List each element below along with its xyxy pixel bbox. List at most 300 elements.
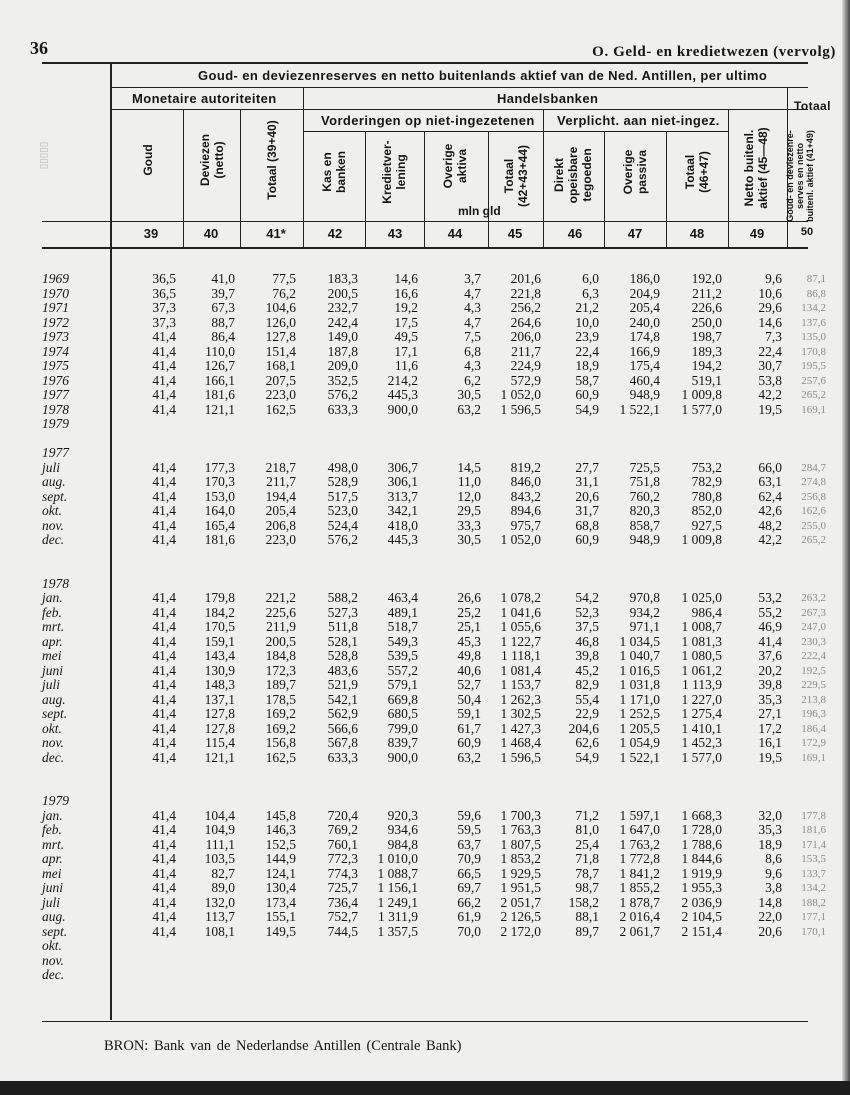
table-cell: 169,1 xyxy=(801,751,826,764)
table-cell: 104,4 xyxy=(204,807,235,823)
table-cell: 204,6 xyxy=(568,720,599,736)
table-cell: 819,2 xyxy=(510,459,541,475)
table-cell: 4,3 xyxy=(464,300,481,315)
col-number: 39 xyxy=(143,226,159,241)
table-cell: 518,7 xyxy=(387,619,418,634)
table-cell: 41,4 xyxy=(152,329,176,344)
table-cell: 181,6 xyxy=(204,532,235,547)
table-cell: 192,5 xyxy=(801,664,826,677)
table-cell: 4,3 xyxy=(464,358,481,373)
table-cell: 22,0 xyxy=(758,909,782,924)
table-cell: 16,1 xyxy=(758,735,782,750)
col-title-44: Overige aktiva xyxy=(441,143,469,189)
table-cell: 164,0 xyxy=(204,503,235,518)
table-cell: 143,4 xyxy=(204,648,235,663)
table-cell: 1 008,7 xyxy=(681,619,722,634)
table-cell: 162,5 xyxy=(265,401,296,417)
table-cell: 88,7 xyxy=(211,314,235,330)
table-cell: 155,1 xyxy=(265,909,296,924)
table-cell: 25,2 xyxy=(457,604,481,620)
table-cell: 41,4 xyxy=(152,517,176,533)
table-cell: 41,4 xyxy=(152,590,176,605)
col-number: 42 xyxy=(327,226,343,241)
table-cell: 11,6 xyxy=(394,358,418,373)
table-cell: 55,4 xyxy=(575,691,599,707)
row-label: 1976 xyxy=(42,372,69,388)
table-cell: 1 427,3 xyxy=(500,720,541,736)
table-cell: 483,6 xyxy=(327,662,358,678)
table-cell: 1 807,5 xyxy=(500,836,541,852)
row-label: dec. xyxy=(42,749,65,765)
table-cell: 201,6 xyxy=(510,271,541,286)
table-cell: 19,2 xyxy=(394,300,418,315)
table-cell: 1 597,1 xyxy=(619,807,660,823)
table-cell: 1 055,6 xyxy=(500,619,541,634)
table-cell: 41,4 xyxy=(152,387,176,402)
table-cell: 14,6 xyxy=(758,314,782,330)
row-label: aug. xyxy=(42,909,66,924)
table-cell: 88,1 xyxy=(575,909,599,924)
table-cell: 177,8 xyxy=(801,809,826,822)
table-cell: 41,4 xyxy=(152,880,176,895)
table-cell: 39,7 xyxy=(211,285,235,301)
table-cell: 137,1 xyxy=(204,691,235,707)
table-cell: 2 151,4 xyxy=(681,923,722,939)
table-cell: 170,5 xyxy=(204,619,235,634)
table-cell: 256,2 xyxy=(510,300,541,315)
table-cell: 265,2 xyxy=(801,534,826,546)
row-label: jan. xyxy=(42,807,63,823)
row-label: 1969 xyxy=(42,271,69,286)
table-cell: 934,6 xyxy=(387,822,418,837)
table-cell: 98,7 xyxy=(575,880,599,895)
table-cell: 460,4 xyxy=(629,372,660,388)
table-cell: 66,0 xyxy=(758,459,782,475)
table-cell: 211,2 xyxy=(692,285,722,301)
table-cell: 1 878,7 xyxy=(619,894,660,910)
table-cell: 41,4 xyxy=(152,648,176,663)
table-cell: 725,5 xyxy=(629,459,660,475)
table-cell: 127,8 xyxy=(265,329,296,344)
row-label: 1972 xyxy=(42,314,69,330)
table-cell: 524,4 xyxy=(327,517,358,533)
table-cell: 67,3 xyxy=(211,300,235,315)
table-cell: 41,4 xyxy=(152,865,176,881)
header-bottom-rule xyxy=(42,221,808,222)
table-cell: 255,0 xyxy=(801,519,826,532)
col-title-40: Deviezen (netto) xyxy=(198,133,226,187)
table-cell: 104,6 xyxy=(265,300,296,315)
table-cell: 1 596,5 xyxy=(500,401,541,417)
table-cell: 736,4 xyxy=(327,894,358,910)
table-cell: 89,7 xyxy=(575,923,599,939)
table-cell: 62,6 xyxy=(575,735,599,750)
table-cell: 172,9 xyxy=(801,737,826,749)
bleed-through-mark: ▯▯▯▯▯ xyxy=(38,141,50,170)
table-cell: 103,5 xyxy=(204,851,235,866)
table-cell: 127,8 xyxy=(204,706,235,721)
table-cell: 1 853,2 xyxy=(500,851,541,866)
table-cell: 41,4 xyxy=(152,735,176,750)
table-cell: 1 009,8 xyxy=(681,532,722,547)
table-cell: 170,8 xyxy=(801,345,826,358)
col-divider xyxy=(424,132,425,248)
table-cell: 1 577,0 xyxy=(681,401,722,417)
row-label: juni xyxy=(42,880,64,895)
table-cell: 151,4 xyxy=(265,343,296,359)
table-cell: 82,9 xyxy=(575,677,599,692)
table-cell: 134,2 xyxy=(801,882,826,894)
table-cell: 41,4 xyxy=(152,343,176,359)
table-cell: 858,7 xyxy=(629,517,660,533)
table-cell: 184,8 xyxy=(265,648,296,663)
table-cell: 8,6 xyxy=(765,851,782,866)
table-cell: 230,3 xyxy=(801,635,826,648)
table-cell: 774,3 xyxy=(327,865,358,881)
table-cell: 9,6 xyxy=(765,271,782,286)
table-cell: 42,6 xyxy=(758,503,782,518)
table-cell: 19,5 xyxy=(758,401,782,417)
row-label: apr. xyxy=(42,851,63,866)
table-cell: 445,3 xyxy=(387,532,418,547)
table-cell: 418,0 xyxy=(387,517,418,533)
table-cell: 205,4 xyxy=(629,300,660,315)
table-cell: 41,4 xyxy=(152,459,176,475)
table-cell: 1 410,1 xyxy=(681,720,722,736)
table-cell: 22,9 xyxy=(575,706,599,721)
table-cell: 2 036,9 xyxy=(681,894,722,910)
table-cell: 63,2 xyxy=(457,749,481,765)
table-cell: 53,8 xyxy=(758,372,782,388)
table-cell: 70,0 xyxy=(457,923,481,939)
table-cell: 36,5 xyxy=(152,285,176,301)
table-cell: 152,5 xyxy=(265,836,296,852)
table-cell: 223,0 xyxy=(265,387,296,402)
table-cell: 207,5 xyxy=(265,372,296,388)
table-cell: 780,8 xyxy=(691,488,722,504)
table-cell: 567,8 xyxy=(327,735,358,750)
table-cell: 1 357,5 xyxy=(377,923,418,939)
table-cell: 250,0 xyxy=(691,314,722,330)
table-cell: 156,8 xyxy=(265,735,296,750)
table-cell: 41,4 xyxy=(152,923,176,939)
table-cell: 1 153,7 xyxy=(500,677,541,692)
table-cell: 900,0 xyxy=(387,749,418,765)
table-cell: 33,3 xyxy=(457,517,481,533)
table-cell: 9,6 xyxy=(765,865,782,881)
table-cell: 579,1 xyxy=(387,677,418,692)
col-divider xyxy=(240,110,241,248)
table-cell: 557,2 xyxy=(387,662,418,678)
table-cell: 18,9 xyxy=(575,358,599,373)
col-title-47: Overige passiva xyxy=(621,149,649,195)
table-cell: 12,0 xyxy=(457,488,481,504)
table-cell: 81,0 xyxy=(575,822,599,837)
table-cell: 223,0 xyxy=(265,532,296,547)
table-cell: 1 951,5 xyxy=(500,880,541,895)
table-cell: 6,0 xyxy=(582,271,599,286)
table-cell: 970,8 xyxy=(629,590,660,605)
table-cell: 527,3 xyxy=(327,604,358,620)
table-cell: 32,0 xyxy=(758,807,782,823)
row-label: 1970 xyxy=(42,285,69,301)
table-cell: 1 647,0 xyxy=(619,822,660,837)
table-cell: 975,7 xyxy=(510,517,541,533)
row-label: mei xyxy=(42,865,62,881)
table-cell: 263,2 xyxy=(801,592,826,604)
row-label: feb. xyxy=(42,604,62,620)
table-cell: 1 010,0 xyxy=(377,851,418,866)
table-cell: 1 955,3 xyxy=(681,880,722,895)
table-cell: 171,4 xyxy=(801,838,826,851)
scan-bottom-border xyxy=(0,1081,850,1095)
table-cell: 528,1 xyxy=(327,633,358,649)
col-number: 45 xyxy=(507,226,523,241)
header-vorderingen: Vorderingen op niet-ingezetenen xyxy=(321,113,535,128)
table-cell: 87,1 xyxy=(806,273,826,285)
table-cell: 41,4 xyxy=(152,532,176,547)
table-cell: 41,4 xyxy=(152,691,176,707)
table-cell: 1 772,8 xyxy=(619,851,660,866)
table-cell: 894,6 xyxy=(510,503,541,518)
table-cell: 162,6 xyxy=(801,505,826,517)
col-title-45: Totaal (42+43+44) xyxy=(502,144,530,208)
table-cell: 760,2 xyxy=(629,488,660,504)
table-cell: 41,0 xyxy=(211,271,235,286)
col-title-42: Kas en banken xyxy=(320,151,348,194)
row-label: feb. xyxy=(42,822,62,837)
table-cell: 71,2 xyxy=(575,807,599,823)
table-cell: 115,4 xyxy=(205,735,235,750)
table-cell: 1 252,5 xyxy=(619,706,660,721)
table-cell: 205,4 xyxy=(265,503,296,518)
table-cell: 10,6 xyxy=(758,285,782,301)
col-divider xyxy=(183,110,184,248)
table-cell: 264,6 xyxy=(510,314,541,330)
row-label: mrt. xyxy=(42,836,65,852)
table-cell: 52,3 xyxy=(575,604,599,620)
table-cell: 306,1 xyxy=(387,474,418,489)
table-cell: 37,6 xyxy=(758,648,782,663)
table-cell: 194,4 xyxy=(265,488,296,504)
table-cell: 986,4 xyxy=(691,604,722,620)
table-cell: 218,7 xyxy=(265,459,296,475)
table-cell: 50,4 xyxy=(457,691,481,707)
row-label: 1979 xyxy=(42,793,69,808)
table-cell: 36,5 xyxy=(152,271,176,286)
table-cell: 30,7 xyxy=(758,358,782,373)
table-cell: 26,6 xyxy=(457,590,481,605)
table-cell: 127,8 xyxy=(204,720,235,736)
table-cell: 211,7 xyxy=(266,474,296,489)
table-cell: 126,7 xyxy=(204,358,235,373)
row-label: 1979 xyxy=(42,416,69,431)
table-cell: 181,6 xyxy=(801,824,826,836)
table-cell: 523,0 xyxy=(327,503,358,518)
row-label: 1978 xyxy=(42,401,69,417)
table-cell: 144,9 xyxy=(265,851,296,866)
table-cell: 843,2 xyxy=(510,488,541,504)
table-cell: 1 061,2 xyxy=(681,662,722,678)
table-cell: 54,9 xyxy=(575,401,599,417)
table-cell: 133,7 xyxy=(801,867,826,880)
table-cell: 669,8 xyxy=(387,691,418,707)
table-cell: 41,4 xyxy=(152,662,176,678)
table-cell: 121,1 xyxy=(204,749,235,765)
table-cell: 1 855,2 xyxy=(619,880,660,895)
table-cell: 63,7 xyxy=(457,836,481,852)
table-cell: 1 034,5 xyxy=(619,633,660,649)
table-cell: 7,5 xyxy=(464,329,481,344)
table-cell: 20,6 xyxy=(758,923,782,939)
table-cell: 66,5 xyxy=(457,865,481,881)
col-number: 50 xyxy=(800,226,814,238)
table-cell: 172,3 xyxy=(265,662,296,678)
table-cell: 256,8 xyxy=(801,490,826,503)
table-cell: 1 052,0 xyxy=(500,532,541,547)
table-cell: 1 016,5 xyxy=(619,662,660,678)
table-cell: 134,2 xyxy=(801,302,826,314)
table-cell: 576,2 xyxy=(327,532,358,547)
table-cell: 572,9 xyxy=(510,372,541,388)
table-cell: 145,8 xyxy=(265,807,296,823)
table-cell: 211,7 xyxy=(511,343,541,359)
table-cell: 284,7 xyxy=(801,461,826,474)
table-cell: 23,9 xyxy=(575,329,599,344)
table-cell: 1 113,9 xyxy=(682,677,722,692)
table-cell: 177,1 xyxy=(801,911,826,923)
table-cell: 60,9 xyxy=(457,735,481,750)
table-cell: 52,7 xyxy=(457,677,481,692)
table-cell: 41,4 xyxy=(152,836,176,852)
table-cell: 194,2 xyxy=(691,358,722,373)
row-label: juni xyxy=(42,662,64,678)
table-cell: 1 763,2 xyxy=(619,836,660,852)
table-cell: 41,4 xyxy=(152,488,176,504)
table-cell: 1 668,3 xyxy=(681,807,722,823)
table-cell: 174,8 xyxy=(629,329,660,344)
table-cell: 1 031,8 xyxy=(619,677,660,692)
table-cell: 196,3 xyxy=(801,708,826,720)
table-cell: 680,5 xyxy=(387,706,418,721)
table-cell: 927,5 xyxy=(691,517,722,533)
table-cell: 1 171,0 xyxy=(619,691,660,707)
table-cell: 267,3 xyxy=(801,606,826,619)
table-cell: 35,3 xyxy=(758,691,782,707)
table-cell: 70,9 xyxy=(457,851,481,866)
table-cell: 162,5 xyxy=(265,749,296,765)
table-cell: 4,7 xyxy=(464,314,481,330)
table-cell: 41,4 xyxy=(152,358,176,373)
table-cell: 2 051,7 xyxy=(500,894,541,910)
table-cell: 566,6 xyxy=(327,720,358,736)
table-cell: 58,7 xyxy=(575,372,599,388)
table-cell: 187,8 xyxy=(327,343,358,359)
table-cell: 772,3 xyxy=(327,851,358,866)
row-label: 1975 xyxy=(42,358,69,373)
table-cell: 7,3 xyxy=(765,329,782,344)
table-cell: 179,8 xyxy=(204,590,235,605)
table-cell: 48,2 xyxy=(758,517,782,533)
col-divider xyxy=(666,132,667,248)
table-cell: 1 522,1 xyxy=(619,749,660,765)
table-cell: 1 844,6 xyxy=(681,851,722,866)
table-cell: 20,2 xyxy=(758,662,782,678)
table-cell: 200,5 xyxy=(327,285,358,301)
table-cell: 53,2 xyxy=(758,590,782,605)
row-label: aug. xyxy=(42,691,66,707)
table-cell: 25,4 xyxy=(575,836,599,852)
row-label: 1974 xyxy=(42,343,69,359)
table-cell: 76,2 xyxy=(272,285,296,301)
table-cell: 549,3 xyxy=(387,633,418,649)
table-cell: 2 016,4 xyxy=(619,909,660,924)
col-number: 49 xyxy=(749,226,765,241)
table-cell: 18,9 xyxy=(758,836,782,852)
row-label: sept. xyxy=(42,488,68,504)
table-cell: 41,4 xyxy=(152,372,176,388)
table-cell: 41,4 xyxy=(152,720,176,736)
table-cell: 10,0 xyxy=(575,314,599,330)
row-label: juli xyxy=(42,459,61,475)
table-cell: 41,4 xyxy=(152,474,176,489)
table-cell: 588,2 xyxy=(327,590,358,605)
table-cell: 159,1 xyxy=(204,633,235,649)
table-cell: 22,4 xyxy=(758,343,782,359)
table-cell: 46,9 xyxy=(758,619,782,634)
table-cell: 498,0 xyxy=(327,459,358,475)
table-cell: 189,7 xyxy=(265,677,296,692)
table-cell: 1 227,0 xyxy=(681,691,722,707)
row-label: dec. xyxy=(42,967,65,982)
table-cell: 306,7 xyxy=(387,459,418,475)
table-cell: 257,6 xyxy=(801,374,826,387)
row-label: aug. xyxy=(42,474,66,489)
table-cell: 760,1 xyxy=(327,836,358,852)
row-label: sept. xyxy=(42,923,68,939)
table-cell: 41,4 xyxy=(152,909,176,924)
col-number: 48 xyxy=(689,226,705,241)
table-cell: 221,8 xyxy=(510,285,541,301)
table-cell: 1 577,0 xyxy=(681,749,722,765)
table-cell: 153,0 xyxy=(204,488,235,504)
group-divider-1 xyxy=(303,88,304,248)
table-cell: 265,2 xyxy=(801,389,826,401)
table-cell: 17,1 xyxy=(394,343,418,359)
table-cell: 934,2 xyxy=(629,604,660,620)
running-head: O. Geld- en kredietwezen (vervolg) xyxy=(592,44,836,60)
table-cell: 1 009,8 xyxy=(681,387,722,402)
table-cell: 21,2 xyxy=(575,300,599,315)
table-cell: 224,9 xyxy=(510,358,541,373)
table-cell: 1 452,3 xyxy=(681,735,722,750)
table-cell: 1 156,1 xyxy=(377,880,418,895)
table-cell: 173,4 xyxy=(265,894,296,910)
table-cell: 1 205,5 xyxy=(619,720,660,736)
col-title-39: Goud xyxy=(141,144,155,176)
table-cell: 1 078,2 xyxy=(500,590,541,605)
table-cell: 542,1 xyxy=(327,691,358,707)
table-cell: 274,8 xyxy=(801,476,826,488)
table-cell: 342,1 xyxy=(387,503,418,518)
table-cell: 1 052,0 xyxy=(500,387,541,402)
table-cell: 948,9 xyxy=(629,532,660,547)
table-cell: 6,8 xyxy=(464,343,481,359)
table-cell: 195,5 xyxy=(801,360,826,372)
table-cell: 852,0 xyxy=(691,503,722,518)
table-cell: 744,5 xyxy=(327,923,358,939)
row-label: apr. xyxy=(42,633,63,649)
